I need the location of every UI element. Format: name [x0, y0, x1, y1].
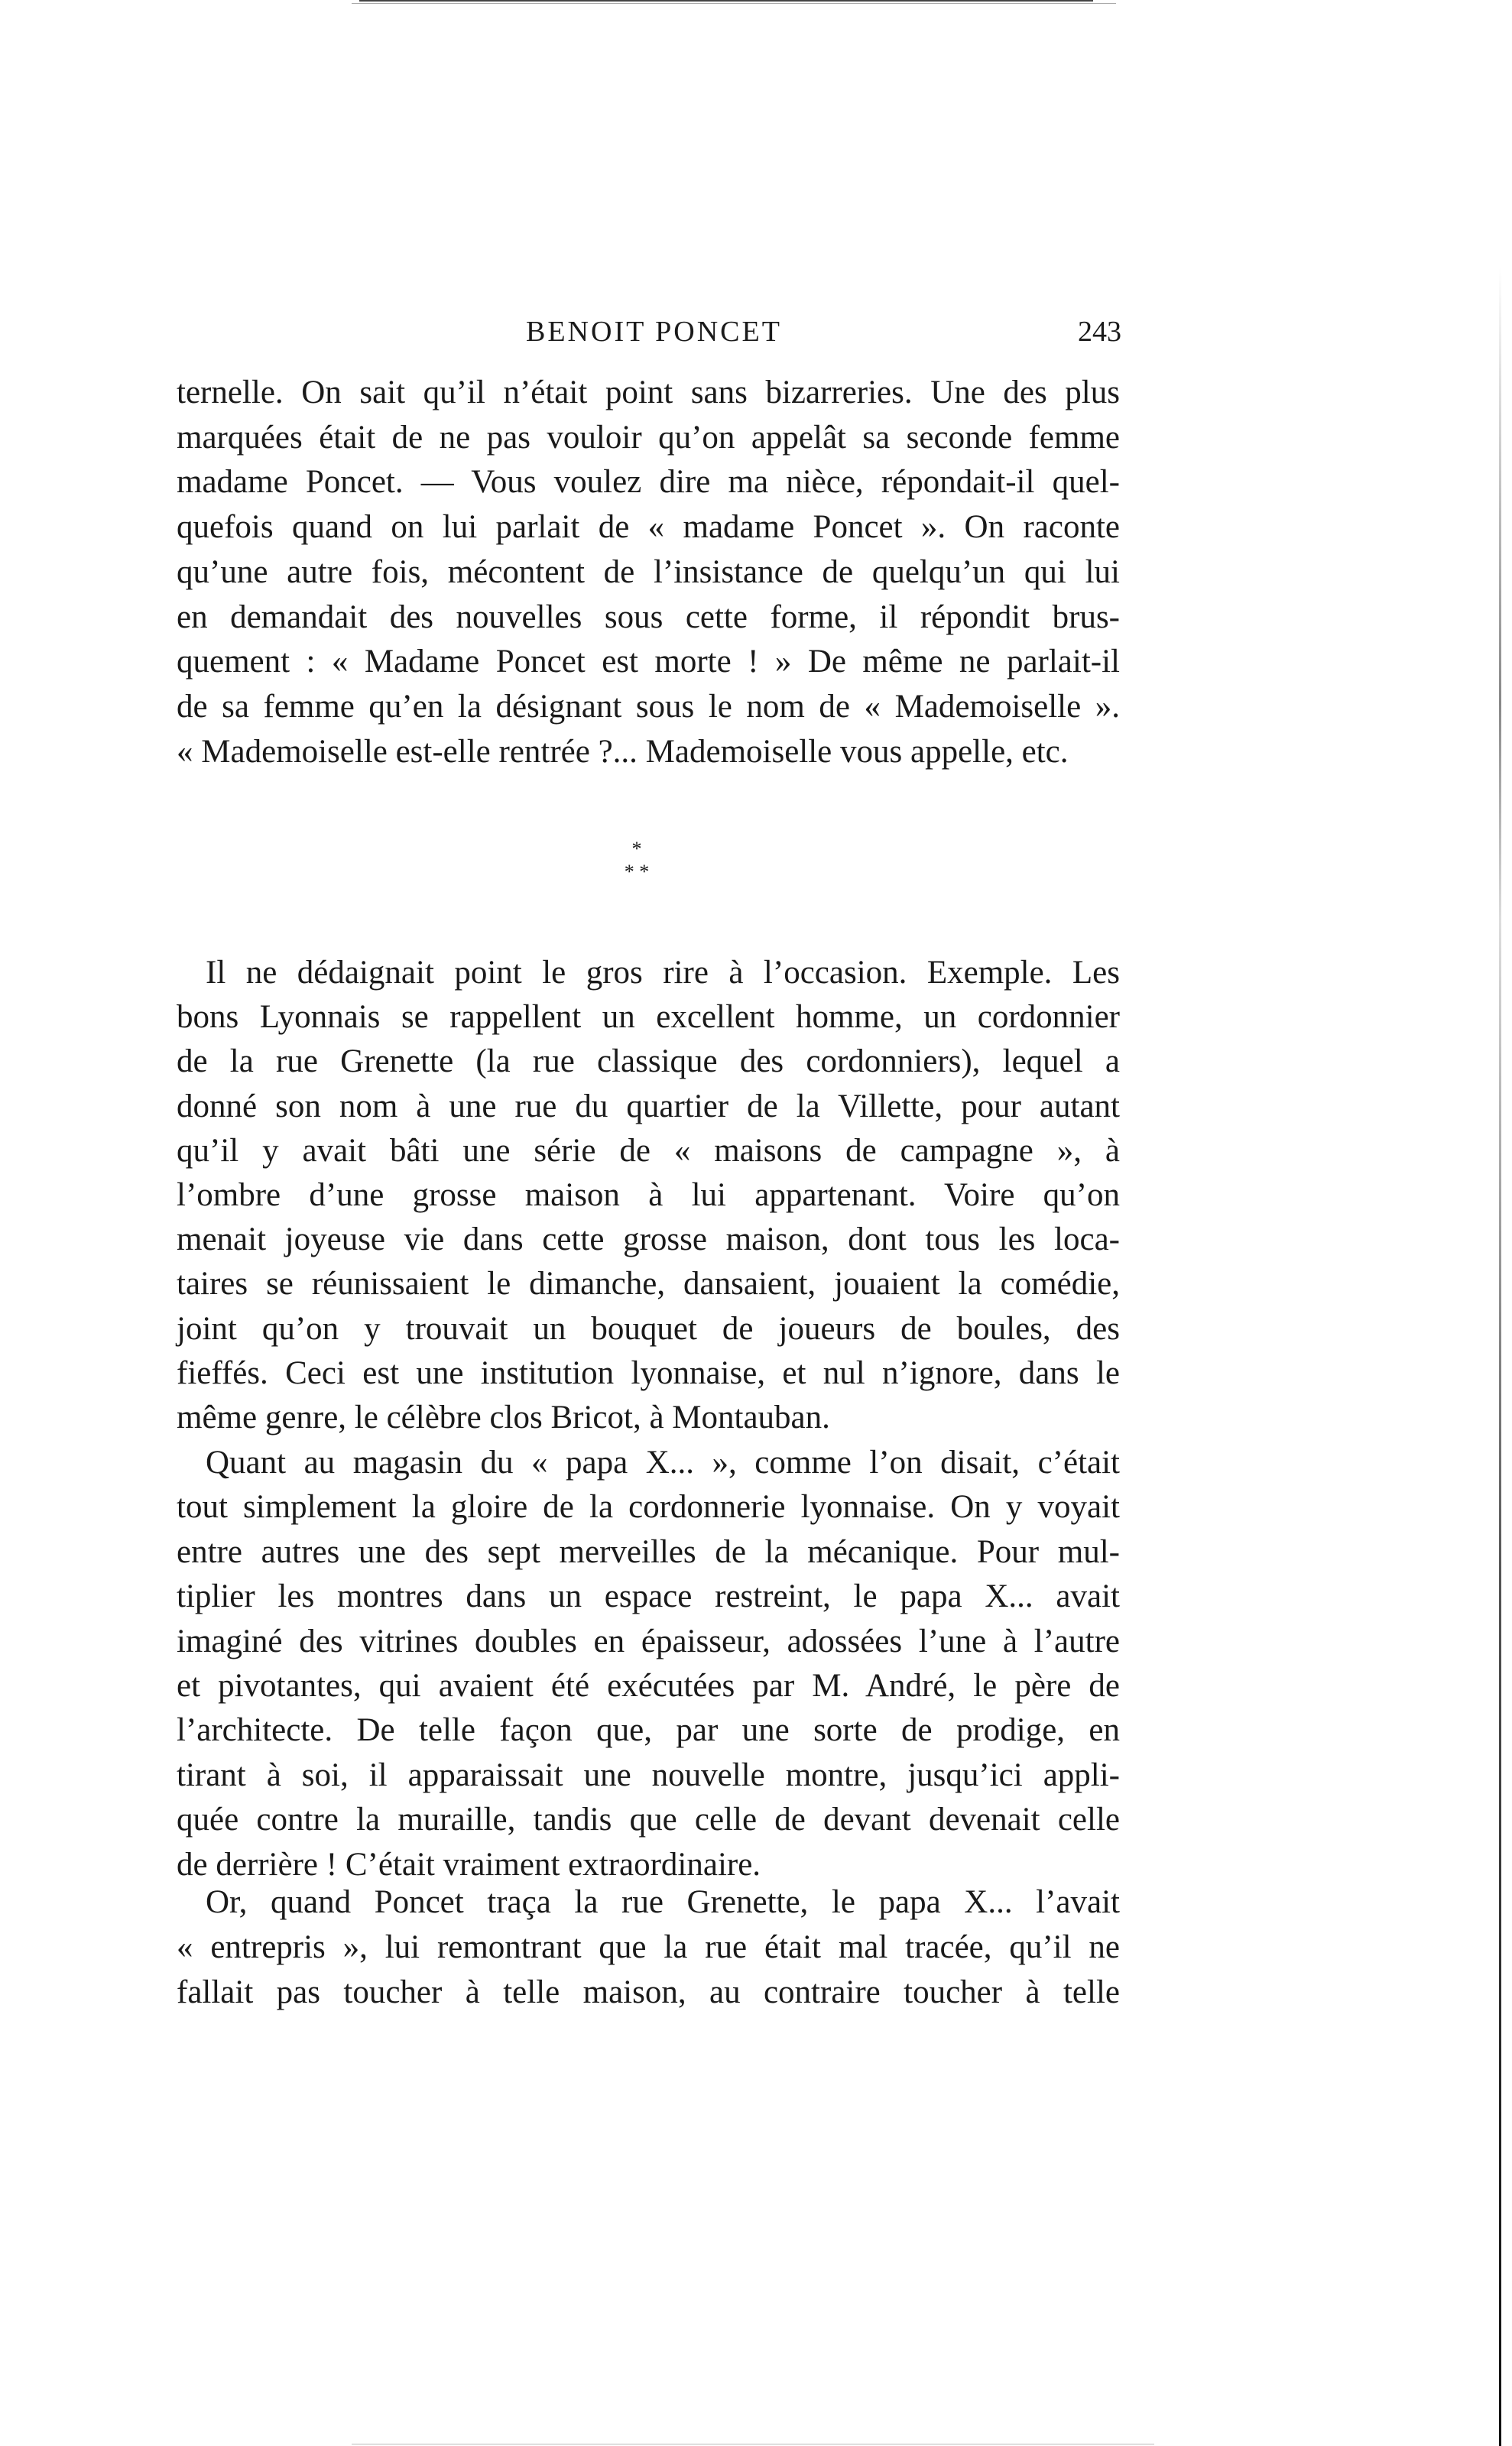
text-line: Il ne dédaignait point le gros rire à l’occasion. Exemple. Les — [206, 955, 1120, 991]
text-line: Quant au magasin du « papa X... », comme l’on disait, c’était — [206, 1445, 1120, 1481]
text-line: de sa femme qu’en la désignant sous le nom de « Mademoiselle ». — [177, 688, 1120, 725]
text-line: qu’une autre fois, mécontent de l’insistance de quelqu’un qui lui — [177, 553, 1120, 590]
text-line: « entrepris », lui remontrant que la rue était mal tracée, qu’il ne — [177, 1929, 1120, 1965]
text-line: et pivotantes, qui avaient été exécutées par M. André, le père de — [177, 1668, 1120, 1704]
text-line: l’architecte. De telle façon que, par une sorte de prodige, en — [177, 1712, 1120, 1749]
text-line: quefois quand on lui parlait de « madame Poncet ». On raconte — [177, 509, 1120, 546]
text-line: l’ombre d’une grosse maison à lui appartenant. Voire qu’on — [177, 1177, 1120, 1213]
scan-edge-top — [359, 0, 1093, 2]
text-line: Or, quand Poncet traça la rue Grenette, le papa X... l’avait — [206, 1884, 1120, 1920]
text-line: joint qu’on y trouvait un bouquet de joueurs de boules, des — [177, 1310, 1120, 1347]
text-line: tout simplement la gloire de la cordonnerie lyonnaise. On y voyait — [177, 1489, 1120, 1526]
text-line: menait joyeuse vie dans cette grosse maison, dont tous les loca- — [177, 1221, 1120, 1258]
text-line: madame Poncet. — Vous voulez dire ma nièce, répondait-il quel- — [177, 464, 1120, 501]
text-line: fieffés. Ceci est une institution lyonnaise, et nul n’ignore, dans le — [177, 1354, 1120, 1391]
text-line: en demandait des nouvelles sous cette forme, il répondit brus- — [177, 599, 1120, 635]
text-line: entre autres une des sept merveilles de la mécanique. Pour mul- — [177, 1533, 1120, 1570]
text-line: bons Lyonnais se rappellent un excellent homme, un cordonnier — [177, 999, 1120, 1036]
text-line: marquées était de ne pas vouloir qu’on appelât sa seconde femme — [177, 419, 1120, 456]
text-line: de derrière ! C’était vraiment extraordinaire. — [177, 1846, 761, 1883]
text-line: qu’il y avait bâti une série de « maisons de campagne », à — [177, 1132, 1120, 1169]
text-line: quée contre la muraille, tandis que celle de devant devenait celle — [177, 1802, 1120, 1838]
asterism-bottom: * * — [624, 861, 650, 883]
text-line: tirant à soi, il apparaissait une nouvelle montre, jusqu’ici appli- — [177, 1757, 1120, 1793]
asterism-top: * — [631, 838, 642, 860]
text-line: tiplier les montres dans un espace restreint, le papa X... avait — [177, 1578, 1120, 1615]
text-line: quement : « Madame Poncet est morte ! » De même ne parlait-il — [177, 644, 1120, 680]
scan-edge-right — [1499, 268, 1501, 2446]
text-line: ternelle. On sait qu’il n’était point sans bizarreries. Une des plus — [177, 375, 1120, 410]
text-line: fallait pas toucher à telle maison, au contraire toucher à telle — [177, 1974, 1120, 2010]
scan-edge-top-faint — [352, 3, 1116, 4]
text-line: donné son nom à une rue du quartier de la Villette, pour autant — [177, 1088, 1120, 1124]
text-line: de la rue Grenette (la rue classique des cordonniers), lequel a — [177, 1043, 1120, 1080]
running-title: BENOIT PONCET — [526, 316, 782, 348]
text-line: « Mademoiselle est-elle rentrée ?... Mademoiselle vous appelle, etc. — [177, 733, 1069, 770]
section-separator-asterism — [610, 838, 664, 884]
text-line: même genre, le célèbre clos Bricot, à Montauban. — [177, 1400, 830, 1435]
text-line: imaginé des vitrines doubles en épaisseur, adossées l’une à l’autre — [177, 1623, 1120, 1659]
page-number: 243 — [1078, 316, 1121, 348]
text-line: taires se réunissaient le dimanche, dansaient, jouaient la comédie, — [177, 1266, 1120, 1302]
